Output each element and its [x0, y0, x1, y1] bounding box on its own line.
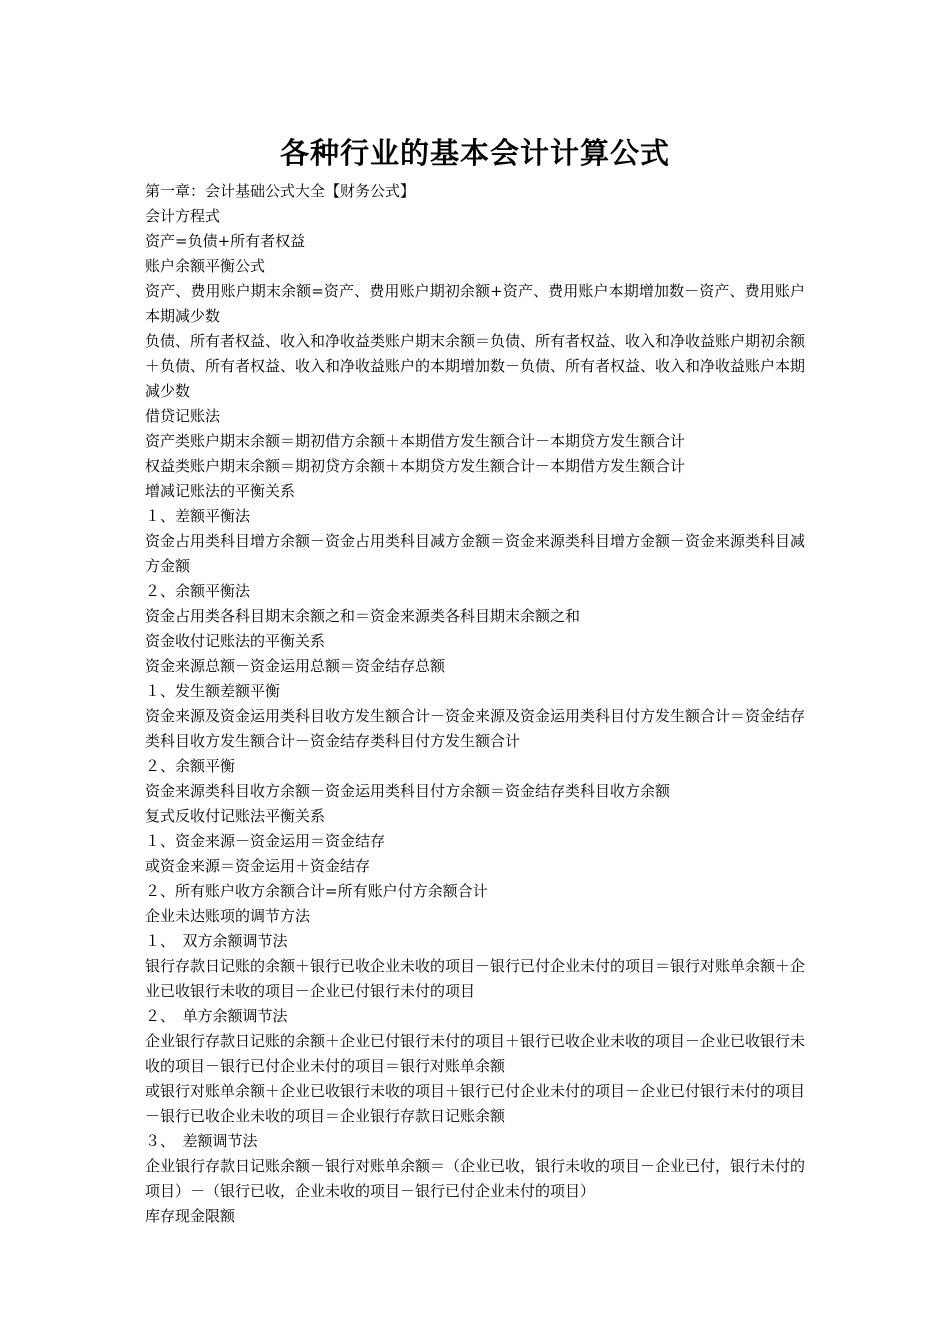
paragraph: 资产=负债+所有者权益: [145, 232, 306, 250]
paragraph: 资金占用类各科目期末余额之和＝资金来源类各科目期末余额之和: [145, 607, 581, 625]
paragraph: １、差额平衡法: [145, 507, 251, 525]
paragraph: 增减记账法的平衡关系: [145, 482, 296, 500]
paragraph: 资金来源类科目收方余额－资金运用类科目付方余额＝资金结存类科目收方余额: [145, 782, 671, 800]
document-title: 各种行业的基本会计计算公式: [279, 136, 670, 170]
paragraph: 企业未达账项的调节方法: [145, 907, 311, 925]
paragraph: １、资金来源－资金运用＝资金结存: [145, 832, 386, 850]
paragraph: １、 双方余额调节法: [145, 932, 288, 950]
document-body: [145, 179, 805, 1229]
paragraph: 负债、所有者权益、收入和净收益类账户期末余额＝负债、所有者权益、收入和净收益账户期初余额＋负债、所有者权益、收入和净收益账户的本期增加数－负债、所有者权益、收入和净收益账户本期减少数: [145, 332, 806, 400]
paragraph: 账户余额平衡公式: [145, 257, 266, 275]
paragraph: 资金来源及资金运用类科目收方发生额合计－资金来源及资金运用类科目付方发生额合计＝资金结存类科目收方发生额合计－资金结存类科目付方发生额合计: [145, 707, 806, 750]
paragraph: 第一章：会计基础公式大全【财务公式】: [145, 182, 416, 200]
paragraph: 或银行对账单余额＋企业已收银行未收的项目＋银行已付企业未付的项目－企业已付银行未付的项目－银行已收企业未收的项目＝企业银行存款日记账余额: [145, 1082, 806, 1125]
paragraph: 库存现金限额: [145, 1207, 236, 1225]
paragraph: 或资金来源＝资金运用＋资金结存: [145, 857, 371, 875]
paragraph: 资金占用类科目增方余额－资金占用类科目减方金额＝资金来源类科目增方金额－资金来源类科目减方金额: [145, 532, 806, 575]
paragraph: ２、所有账户收方余额合计=所有账户付方余额合计: [145, 882, 488, 900]
paragraph: ３、 差额调节法: [145, 1132, 258, 1150]
paragraph: 资金收付记账法的平衡关系: [145, 632, 326, 650]
paragraph: 权益类账户期末余额＝期初贷方余额＋本期贷方发生额合计－本期借方发生额合计: [145, 457, 686, 475]
paragraph: 银行存款日记账的余额＋银行已收企业未收的项目－银行已付企业未付的项目＝银行对账单余额＋企业已收银行未收的项目－企业已付银行未付的项目: [145, 957, 806, 1000]
paragraph: １、发生额差额平衡: [145, 682, 281, 700]
paragraph: 复式反收付记账法平衡关系: [145, 807, 326, 825]
paragraph: 资产、费用账户期末余额=资产、费用账户期初余额+资产、费用账户本期增加数－资产、费用账户本期减少数: [145, 282, 805, 325]
paragraph: 资金来源总额－资金运用总额＝资金结存总额: [145, 657, 446, 675]
paragraph: ２、 单方余额调节法: [145, 1007, 288, 1025]
paragraph: ２、余额平衡: [145, 757, 236, 775]
paragraph: 会计方程式: [145, 207, 221, 225]
paragraph: ２、余额平衡法: [145, 582, 251, 600]
paragraph: 企业银行存款日记账的余额＋企业已付银行未付的项目＋银行已收企业未收的项目－企业已收银行未收的项目－银行已付企业未付的项目＝银行对账单余额: [145, 1032, 806, 1075]
paragraph: 借贷记账法: [145, 407, 221, 425]
paragraph: 企业银行存款日记账余额－银行对账单余额＝（企业已收，银行未收的项目－企业已付，银行未付的项目）－（银行已收，企业未收的项目－银行已付企业未付的项目）: [145, 1157, 806, 1200]
paragraph: 资产类账户期末余额＝期初借方余额＋本期借方发生额合计－本期贷方发生额合计: [145, 432, 686, 450]
